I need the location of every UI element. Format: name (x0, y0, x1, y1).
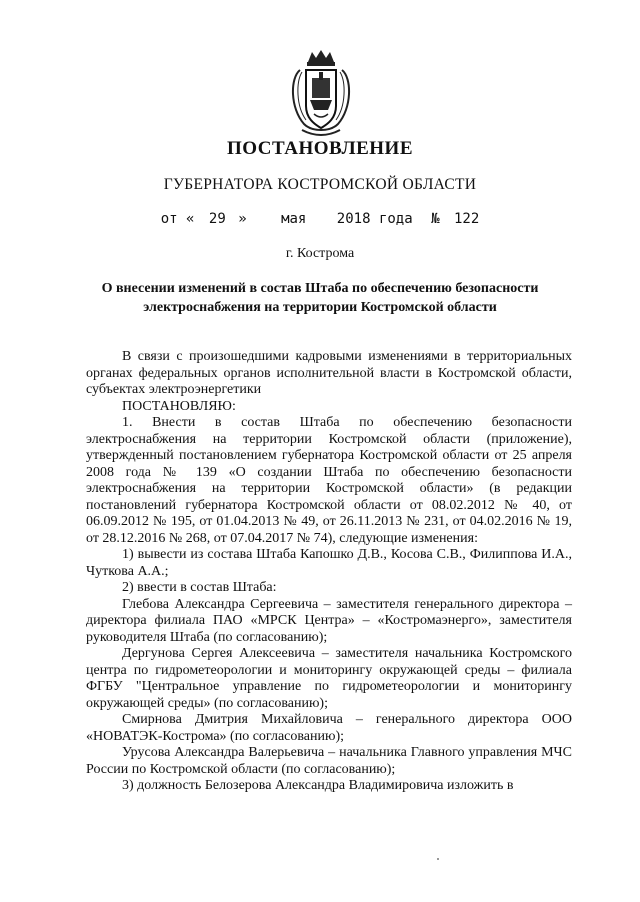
sub-item-2: 2) ввести в состав Штаба: (122, 580, 277, 595)
person-smirnov: Смирнова Дмитрия Михайловича – генерального директора ООО «НОВАТЭК-Кострома» (по согласованию); (86, 712, 572, 744)
coat-of-arms-emblem (288, 48, 354, 140)
person-urusov: Урусова Александра Валерьевича – начальника Главного управления МЧС России по Костромской области (по согласованию); (86, 745, 572, 777)
date-prefix: от « (160, 211, 195, 227)
number-prefix: № (431, 211, 440, 227)
intro-paragraph: В связи с произошедшими кадровыми изменениями в территориальных органах федеральных органов исполнительной власти в Костромской области, субъектах электроэнергетики (86, 349, 572, 397)
person-glebov: Глебова Александра Сергеевича – заместителя генерального директора – директора филиала ПАО «МРСК Центра» – «Костромаэнерго», заместителя руководителя Штаба (по согласованию); (86, 596, 572, 645)
document-number: 122 (453, 211, 480, 227)
city-line: г. Кострома (285, 246, 355, 261)
date-month: мая (281, 211, 307, 227)
sub-item-3: 3) должность Белозерова Александра Владимировича изложить в (122, 778, 514, 793)
date-mid: » (238, 211, 247, 227)
date-day: 29 (208, 211, 226, 227)
document-heading: О внесении изменений в состав Штаба по обеспечению безопасности электроснабжения на территории Костромской области (101, 281, 539, 315)
decree-word: ПОСТАНОВЛЯЮ: (122, 398, 236, 414)
item-1-paragraph: 1. Внести в состав Штаба по обеспечению безопасности электроснабжения на территории Костромской области (приложение), утвержденный постановлением губернатора Костромской области от 25 апреля 2008 года № 139 «О создании Штаба по обеспечению безопасности электроснабжения на территории Костромской области» (в редакции постановлений губернатора Костромской области от 08.02.2012 № 40, от 06.09.2012 № 195, от 01.04.2013 № 49, от 26.11.2013 № 231, от 04.02.2016 № 19, от 28.12.2016 № 268, от 07.04.2017 № 74), следующие изменения: (86, 415, 572, 546)
scan-speck (437, 858, 439, 860)
date-year: 2018 года (336, 211, 413, 227)
document-title: ПОСТАНОВЛЕНИЕ (226, 138, 414, 159)
sub-item-1: 1) вывести из состава Штаба Капошко Д.В., Косова С.В., Филиппова И.А., Чуткова А.А.; (86, 547, 572, 579)
issuer-subtitle: ГУБЕРНАТОРА КОСТРОМСКОЙ ОБЛАСТИ (163, 176, 477, 193)
document-body (86, 349, 572, 795)
person-dergunov: Дергунова Сергея Алексеевича – заместителя начальника Костромского центра по гидрометеорологии и мониторингу окружающей среды – филиала ФГБУ "Центральное управление по гидрометеорологии и мониторингу окружающей среды» (по согласованию); (86, 646, 572, 711)
date-line (0, 211, 640, 227)
